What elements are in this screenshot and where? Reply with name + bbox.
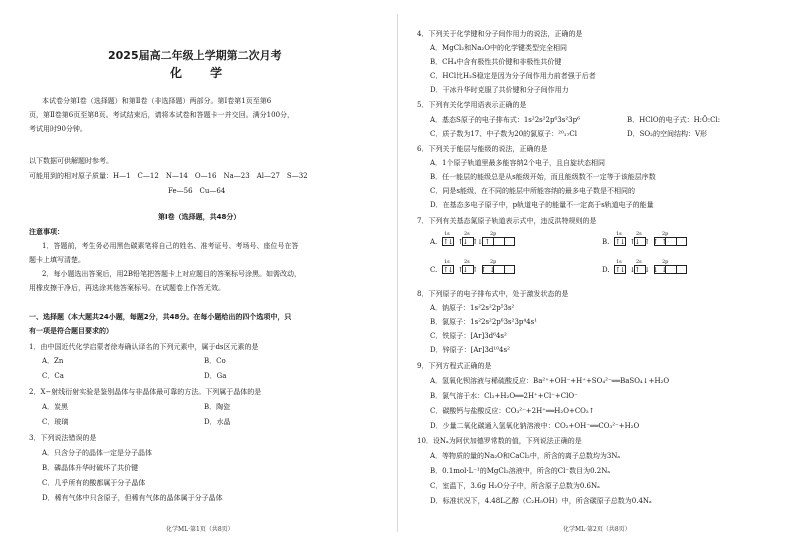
q9-option-d: D．少量二氧化碳通入氢氧化钠溶液中：CO₂+OH⁻══CO₃²⁻+H₂O [430,422,640,430]
question-9: 9．下列方程式正确的是 [417,362,492,370]
q2-option-a: A．炭黑 [42,403,69,411]
electron-arrows: ↑↓ ↓↑ ↓ ↓ ↓ [615,266,667,274]
notice-2-line-2: 用橡皮擦干净后，再选涂其他答案标号。在试题卷上作答无效。 [29,284,225,292]
q9-option-c: C．碳酸钙与盐酸反应：CO₃²⁻+2H⁺══H₂O+CO₂↑ [430,407,595,415]
q6-option-c: C．同是s能级，在不同的能层中所能容纳的最多电子数是不相同的 [430,187,635,195]
electron-arrows: ↑↓ ↑↓ ↑ ↑ ↓ [443,266,495,274]
q3-option-b: B．磷晶体升华时破坏了共价键 [42,464,139,472]
q1-option-b: B．Co [204,357,226,365]
part-one-heading: 第Ⅰ卷（选择题，共48分） [158,213,241,221]
intro-line-2: 页，第Ⅱ卷第6页至第8页。考试结束后，请将本试卷和答题卡一并交回。满分100分， [29,111,295,119]
right-page: 4．下列关于化学键和分子间作用力的说法，正确的是 A．MgCl₂和Na₂O中的化学键类型完全相同 B．CH₄中含有极性共价键和非极性共价键 C．HCl比H₂S稳定是因为分子间作用力前者强于后者 D．干冰升华时克服了共价键和分子间作用力 5．下列有关化学用语表示正确的是 A．基态S原子的电子排布式：1s²2s²2p⁶3s²3p⁶ B．HClO的电子式：H:Ö:Cl: C．质子数为17、中子数为20的氯原子：²⁰₁₇Cl D．SO₂的空间结构：V形 6．下列关于能层与能级的说法，正确的是 A．1个原子轨道里最多能容纳2个电子，且自旋状态相同 B．任一能层的能级总是从s能级开始，而且能级数不一定等于该能层序数 C．同是s能级，在不同的能层中所能容纳的最多电子数是不相同的 D．在基态多电子原子中，p轨道电子的能量不一定高于s轨道电子的能量 7．下列有关基态氮原子轨道表示式中，违反洪特规则的是 A. 1s 2s 2p ↑↓ ↑↓ ↑↓ ↑ B. 1s 2s 2p ↑↓ ↑↓ ↑ ↑ ↑ C. 1s 2s 2p ↑↓ ↑↓ ↑ ↑ ↓ D. 1s 2s 2p ↑↓ ↓↑ ↓ ↓ ↓ 8．下列原子的电子排布式中，处于激发状态的是 A．钠原子：1s²2s²2p⁵3s² B．氯原子：1s²2s²2p⁶3s²3p⁴4s¹ C．铁原子：[Ar]3d⁶4s² D．锌原子：[Ar]3d¹⁰4s² 9．下列方程式正确的是 A．氢氧化钡溶液与稀硫酸反应：Ba²⁺+OH⁻+H⁺+SO₄²⁻══BaSO₄↓+H₂O B．氯气溶于水：Cl₂+H₂O══2H⁺+Cl⁻+ClO⁻ C．碳酸钙与盐酸反应：CO₃²⁻+2H⁺══H₂O+CO₂↑ D．少量二氧化碳通入氢氧化钠溶液中：CO₂+OH⁻══CO₃²⁻+H₂O 10．设Nₐ为阿伏加德罗常数的值，下列说法正确的是 A．等物质的量的Na₂O和CaCl₂中，所含的离子总数均为3Nₐ B．0.1mol·L⁻¹的MgCl₂溶液中，所含的Cl⁻数目为0.2Nₐ C．室温下，3.6g H₂O分子中，所含原子总数为0.6Nₐ D．标准状况下，4.48L乙醇（C₂H₅OH）中，所含碳原子总数为0.4Nₐ 化学ML·第2页（共8页） [417,30,721,533]
q6-option-d: D．在基态多电子原子中，p轨道电子的能量不一定高于s轨道电子的能量 [430,201,654,209]
q5-option-c: C．质子数为17、中子数为20的氯原子：²⁰₁₇Cl [430,130,577,138]
electron-arrows: ↑↓ ↑↓ ↑↓ ↑ [443,238,492,246]
q9-option-a: A．氢氧化钡溶液与稀硫酸反应：Ba²⁺+OH⁻+H⁺+SO₄²⁻══BaSO₄↓+H₂O [430,377,670,385]
page-footer-2: 化学ML·第2页（共8页） [563,526,631,533]
question-1: 1．由中国近代化学启蒙者徐寿确认译名的下列元素中，属于ds区元素的是 [29,343,259,351]
q4-option-c: C．HCl比H₂S稳定是因为分子间作用力前者强于后者 [430,72,596,80]
question-2: 2．X−射线衍射实验是鉴别晶体与非晶体最可靠的方法。下列属于晶体的是 [29,388,262,396]
intro-line-1: 本试卷分第Ⅰ卷（选择题）和第Ⅱ卷（非选择题）两部分。第Ⅰ卷第1页至第6 [42,97,272,105]
q6-option-b: B．任一能层的能级总是从s能级开始，而且能级数不一定等于该能层序数 [430,173,656,181]
q7-option-d-letter: D. [602,266,610,274]
q1-option-d: D．Ga [204,372,227,380]
q10-option-a: A．等物质的量的Na₂O和CaCl₂中，所含的离子总数均为3Nₐ [430,452,621,460]
q8-option-c: C．铁原子：[Ar]3d⁶4s² [430,332,507,340]
q8-option-a: A．钠原子：1s²2s²2p⁵3s² [430,304,515,312]
q7-option-c-letter: C. [430,266,438,274]
question-7: 7．下列有关基态氮原子轨道表示式中，违反洪特规则的是 [417,217,597,225]
notice-heading: 注意事项： [29,228,64,236]
q10-option-c: C．室温下，3.6g H₂O分子中，所含原子总数为0.6Nₐ [430,482,600,490]
q7-option-a-letter: A. [430,238,438,246]
section-one-line-2: 有一项是符合题目要求的） [29,327,113,335]
notice-1-line-2: 题卡上填写清楚。 [29,256,85,264]
electron-arrows: ↑↓ ↑↓ ↑ ↑ ↑ [615,238,667,246]
exam-title: 2025届高二年级上学期第二次月考 [108,49,282,62]
section-one-line-1: 一、选择题（本大题共24小题，每题2分，共48分。在每小题给出的四个选项中，只 [29,313,292,321]
question-3: 3．下列说法错误的是 [29,434,97,442]
question-10: 10．设Nₐ为阿伏加德罗常数的值，下列说法正确的是 [417,437,582,445]
q6-option-a: A．1个原子轨道里最多能容纳2个电子，且自旋状态相同 [430,159,605,167]
q3-option-d: D．稀有气体中只含原子，但稀有气体的晶体属于分子晶体 [42,494,223,502]
q2-option-c: C．玻璃 [42,418,69,426]
q5-option-d: D．SO₂的空间结构：V形 [627,130,708,138]
atomic-mass-line-2: Fe—56 Cu—64 [168,187,226,195]
q5-option-b: B．HClO的电子式：H:Ö:Cl: [627,116,721,124]
q3-option-c: C．几乎所有的酸都属于分子晶体 [42,479,146,487]
intro-line-3: 考试用时90分钟。 [29,125,87,133]
question-6: 6．下列关于能层与能级的说法，正确的是 [417,145,548,153]
notice-1-line-1: 1．答题前，考生务必用黑色碳素笔将自己的姓名、准考证号、考场号、座位号在答 [42,242,299,250]
subject-title: 化 学 [170,66,235,80]
q2-option-d: D．水晶 [204,418,231,426]
question-5: 5．下列有关化学用语表示正确的是 [417,101,527,109]
q4-option-b: B．CH₄中含有极性共价键和非极性共价键 [430,58,562,66]
reference-heading: 以下数据可供解题时参考。 [29,157,113,165]
q7-option-b-letter: B. [602,238,610,246]
question-8: 8．下列原子的电子排布式中，处于激发状态的是 [417,290,569,298]
q8-option-d: D．锌原子：[Ar]3d¹⁰4s² [430,346,510,354]
page-footer-1: 化学ML·第1页（共8页） [166,526,234,533]
q1-option-a: A．Zn [42,357,64,365]
q10-option-d: D．标准状况下，4.48L乙醇（C₂H₅OH）中，所含碳原子总数为0.4Nₐ [430,497,652,505]
question-4: 4．下列关于化学键和分子间作用力的说法，正确的是 [417,30,583,38]
q10-option-b: B．0.1mol·L⁻¹的MgCl₂溶液中，所含的Cl⁻数目为0.2Nₐ [430,467,611,475]
atomic-mass-line-1: 可能用到的相对原子质量：H—1 C—12 N—14 O—16 Na—23 Al—27 S—32 [29,172,308,180]
q4-option-d: D．干冰升华时克服了共价键和分子间作用力 [430,86,569,94]
notice-2-line-1: 2．每小题选出答案后，用2B铅笔把答题卡上对应题目的答案标号涂黑。如需改动， [42,270,302,278]
q4-option-a: A．MgCl₂和Na₂O中的化学键类型完全相同 [430,44,567,52]
q2-option-b: B．陶瓷 [204,403,231,411]
q3-option-a: A．只含分子的晶体一定是分子晶体 [42,449,153,457]
q9-option-b: B．氯气溶于水：Cl₂+H₂O══2H⁺+Cl⁻+ClO⁻ [430,392,578,400]
q8-option-b: B．氯原子：1s²2s²2p⁶3s²3p⁴4s¹ [430,318,538,326]
q5-option-a: A．基态S原子的电子排布式：1s²2s²2p⁶3s²3p⁶ [430,116,580,124]
q1-option-c: C．Ca [42,372,64,380]
